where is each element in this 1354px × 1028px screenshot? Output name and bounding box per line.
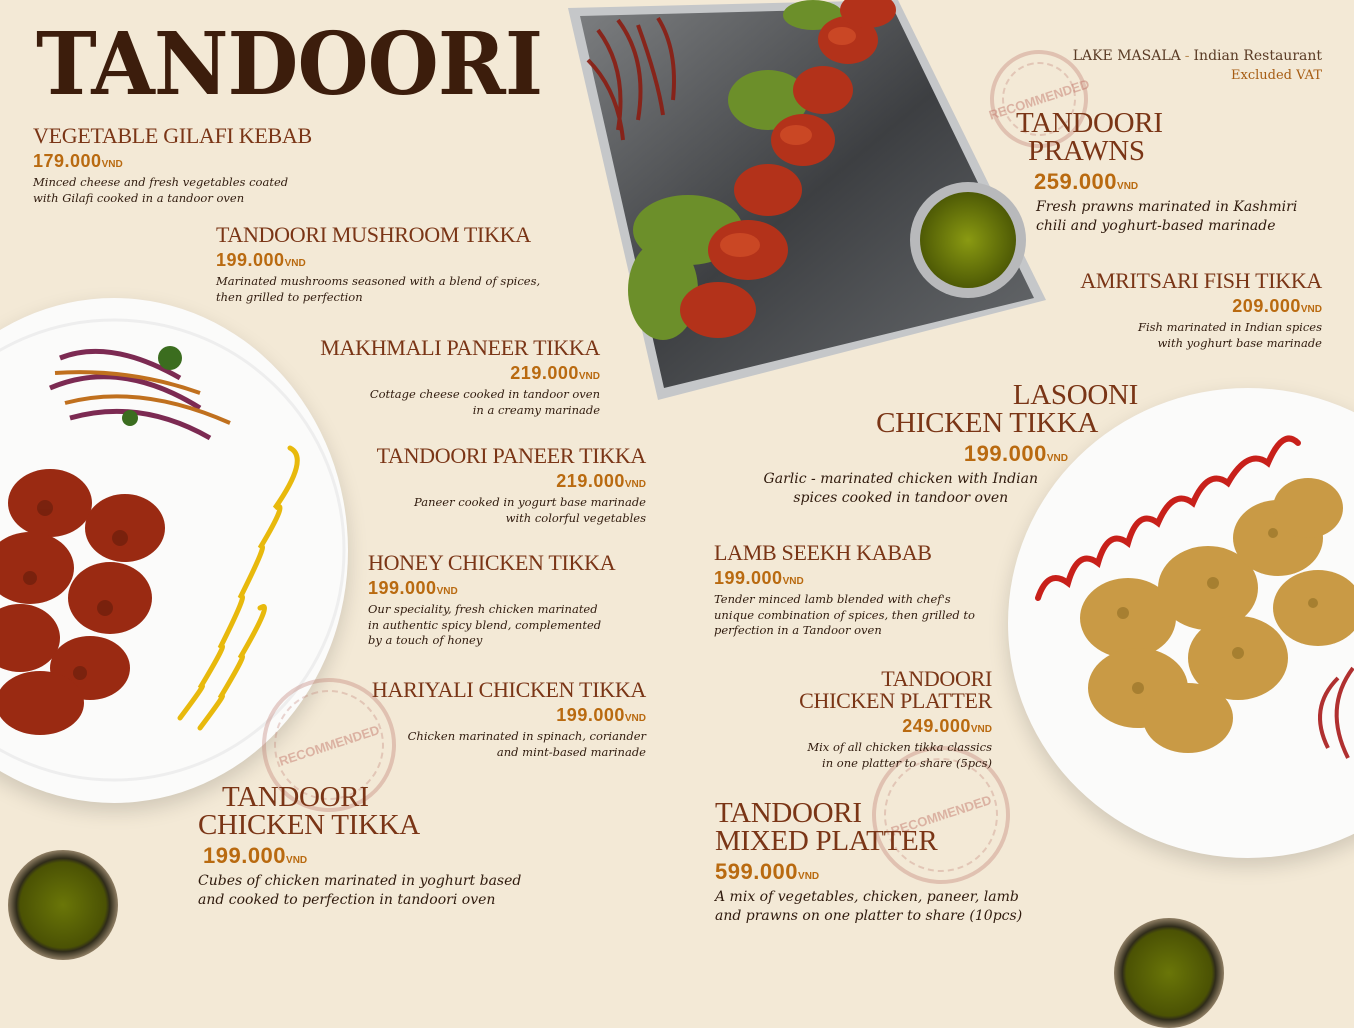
recommended-stamp-icon: RECOMMENDED xyxy=(977,37,1100,160)
item-name: LASOONI CHICKEN TIKKA xyxy=(876,379,1138,439)
menu-item-makhmali-paneer-tikka xyxy=(320,337,600,418)
item-price: 259.000VND xyxy=(1034,169,1139,195)
prawn-platter-photo xyxy=(568,0,1046,400)
item-price: 199.000VND xyxy=(556,705,646,725)
menu-item-tandoori-chicken-platter xyxy=(799,668,992,771)
menu-item-lamb-seekh-kabab xyxy=(714,542,975,639)
item-name: VEGETABLE GILAFI KEBAB xyxy=(33,123,312,148)
item-description: A mix of vegetables, chicken, paneer, lamb and prawns on one platter to share (10pcs) xyxy=(715,889,1023,925)
item-name: HARIYALI CHICKEN TIKKA xyxy=(371,677,646,702)
menu-item-tandoori-chicken-tikka xyxy=(198,781,522,910)
item-name: TANDOORI PANEER TIKKA xyxy=(376,443,646,468)
menu-item-tandoori-prawns xyxy=(1016,107,1298,236)
vat-note: Excluded VAT xyxy=(1231,68,1322,83)
item-price: 209.000VND xyxy=(1232,296,1322,316)
item-description: Tender minced lamb blended with chef's unique combination of spices, then grilled to perfection in a Tandoor oven xyxy=(714,592,975,637)
page-title: TANDOORI xyxy=(36,14,543,115)
item-description: Fresh prawns marinated in Kashmiri chili and yoghurt-based marinade xyxy=(1036,199,1298,235)
chutney-bowl-photo xyxy=(1114,918,1224,1028)
recommended-stamp-icon: RECOMMENDED xyxy=(854,728,1028,902)
item-description: Marinated mushrooms seasoned with a blend of spices, then grilled to perfection xyxy=(216,274,541,304)
item-description: Our speciality, fresh chicken marinated in authentic spicy blend, complemented by a touch of honey xyxy=(368,602,602,647)
brand-separator: - xyxy=(1184,48,1190,64)
item-price: 199.000VND xyxy=(368,578,458,598)
item-name: TANDOORI PRAWNS xyxy=(1016,107,1163,167)
item-name: AMRITSARI FISH TIKKA xyxy=(1080,268,1322,293)
item-description: Cubes of chicken marinated in yoghurt based and cooked to perfection in tandoori oven xyxy=(198,873,522,909)
item-price: 199.000VND xyxy=(714,568,804,588)
item-price: 179.000VND xyxy=(33,151,123,171)
menu-item-amritsari-fish-tikka xyxy=(1080,270,1322,351)
item-name: TANDOORI CHICKEN TIKKA xyxy=(198,781,420,841)
item-description: Garlic - marinated chicken with Indian spices cooked in tandoor oven xyxy=(763,471,1038,507)
restaurant-brand xyxy=(1073,48,1322,83)
item-price: 199.000VND xyxy=(203,843,308,869)
item-name: TANDOORI CHICKEN PLATTER xyxy=(799,666,992,713)
item-name: MAKHMALI PANEER TIKKA xyxy=(320,335,600,360)
item-description: Fish marinated in Indian spices with yoghurt base marinade xyxy=(1138,320,1322,350)
menu-item-hariyali-chicken-tikka xyxy=(372,679,646,760)
item-price: 199.000VND xyxy=(963,441,1068,467)
item-price: 249.000VND xyxy=(902,716,992,736)
brand-type: Indian Restaurant xyxy=(1193,48,1322,64)
item-description: Mix of all chicken tikka classics in one platter to share (5pcs) xyxy=(807,740,992,770)
item-name: LAMB SEEKH KABAB xyxy=(714,540,932,565)
item-price: 219.000VND xyxy=(556,471,646,491)
item-name: TANDOORI MUSHROOM TIKKA xyxy=(216,222,531,247)
item-price: 599.000VND xyxy=(715,859,820,885)
menu-item-tandoori-mushroom-tikka xyxy=(216,224,540,305)
item-description: Chicken marinated in spinach, coriander and mint-based marinade xyxy=(407,729,646,759)
item-description: Minced cheese and fresh vegetables coated with Gilafi cooked in a tandoor oven xyxy=(33,175,289,205)
menu-item-lasooni-chicken-tikka xyxy=(763,379,1138,508)
menu-item-tandoori-mixed-platter xyxy=(715,797,1023,926)
item-price: 219.000VND xyxy=(510,363,600,383)
menu-item-tandoori-paneer-tikka xyxy=(377,445,646,526)
recommended-stamp-icon: RECOMMENDED xyxy=(245,661,414,830)
brand-name: LAKE MASALA xyxy=(1072,48,1181,64)
item-description: Paneer cooked in yogurt base marinade with colorful vegetables xyxy=(414,495,646,525)
item-name: HONEY CHICKEN TIKKA xyxy=(368,550,616,575)
item-description: Cottage cheese cooked in tandoor oven in a creamy marinade xyxy=(369,387,600,417)
menu-item-honey-chicken-tikka xyxy=(368,552,615,649)
menu-item-vegetable-gilafi-kebab xyxy=(33,125,312,206)
item-name: TANDOORI MIXED PLATTER xyxy=(715,797,938,857)
chutney-bowl-photo xyxy=(8,850,118,960)
item-price: 199.000VND xyxy=(216,250,306,270)
